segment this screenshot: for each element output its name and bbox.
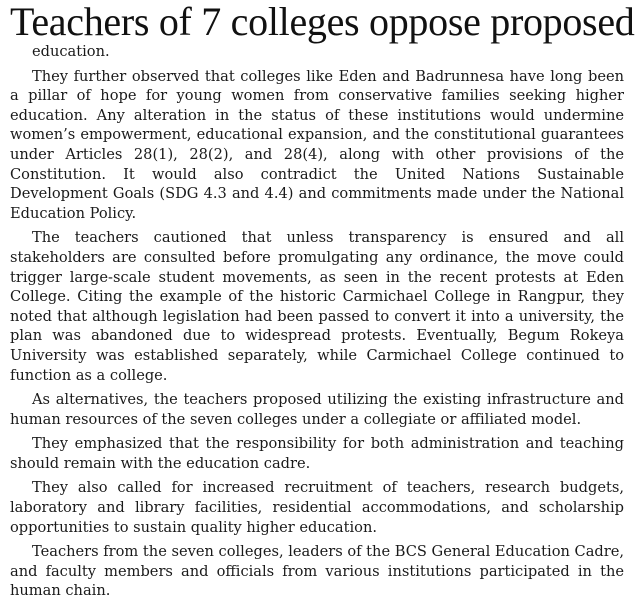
paragraph-alternatives: As alternatives, the teachers proposed utilizing the existing infrastructure and human resources of the seven colleges under a collegiate or affiliated model. [10, 391, 624, 428]
headline: Teachers of 7 colleges oppose proposed [10, 0, 635, 44]
article-body [10, 42, 624, 601]
paragraph-transparency-warning: The teachers cautioned that unless transparency is ensured and all stakeholders are consulted before promulgating any ordinance, the move could trigger large-scale student movements, as seen in the recent protests at Eden College. Citing the example of the historic Carmichael College in Rangpur, they noted that although legislation had been passed to convert it into a university, the plan was abandoned due to widespread protests. Eventually, Begum Rokeya University was established separately, while Carmichael College continued to function as a college. [10, 229, 624, 384]
paragraph-eden-badrunnesa: They further observed that colleges like Eden and Badrunnesa have long been a pillar of hope for young women from conservative families seeking higher education. Any alteration in the status of these institutions would undermine women’s empowerment, educational expansion, and the constitutional guarantees under Articles 28(1), 28(2), and 28(4), along with other provisions of the Constitution. It would also contradict the United Nations Sustainable Development Goals (SDG 4.3 and 4.4) and commitments made under the National Education Policy. [10, 67, 624, 222]
paragraph-recruitment: They also called for increased recruitment of teachers, research budgets, laboratory and library facilities, residential accommodations, and scholarship opportunities to sustain quality higher education. [10, 479, 624, 536]
paragraph-human-chain: Teachers from the seven colleges, leaders of the BCS General Education Cadre, and faculty members and officials from various institutions participated in the human chain. [10, 543, 624, 600]
paragraph-education-cadre: They emphasized that the responsibility for both administration and teaching should remain with the education cadre. [10, 435, 624, 472]
paragraph-continuation: education. [32, 43, 110, 60]
